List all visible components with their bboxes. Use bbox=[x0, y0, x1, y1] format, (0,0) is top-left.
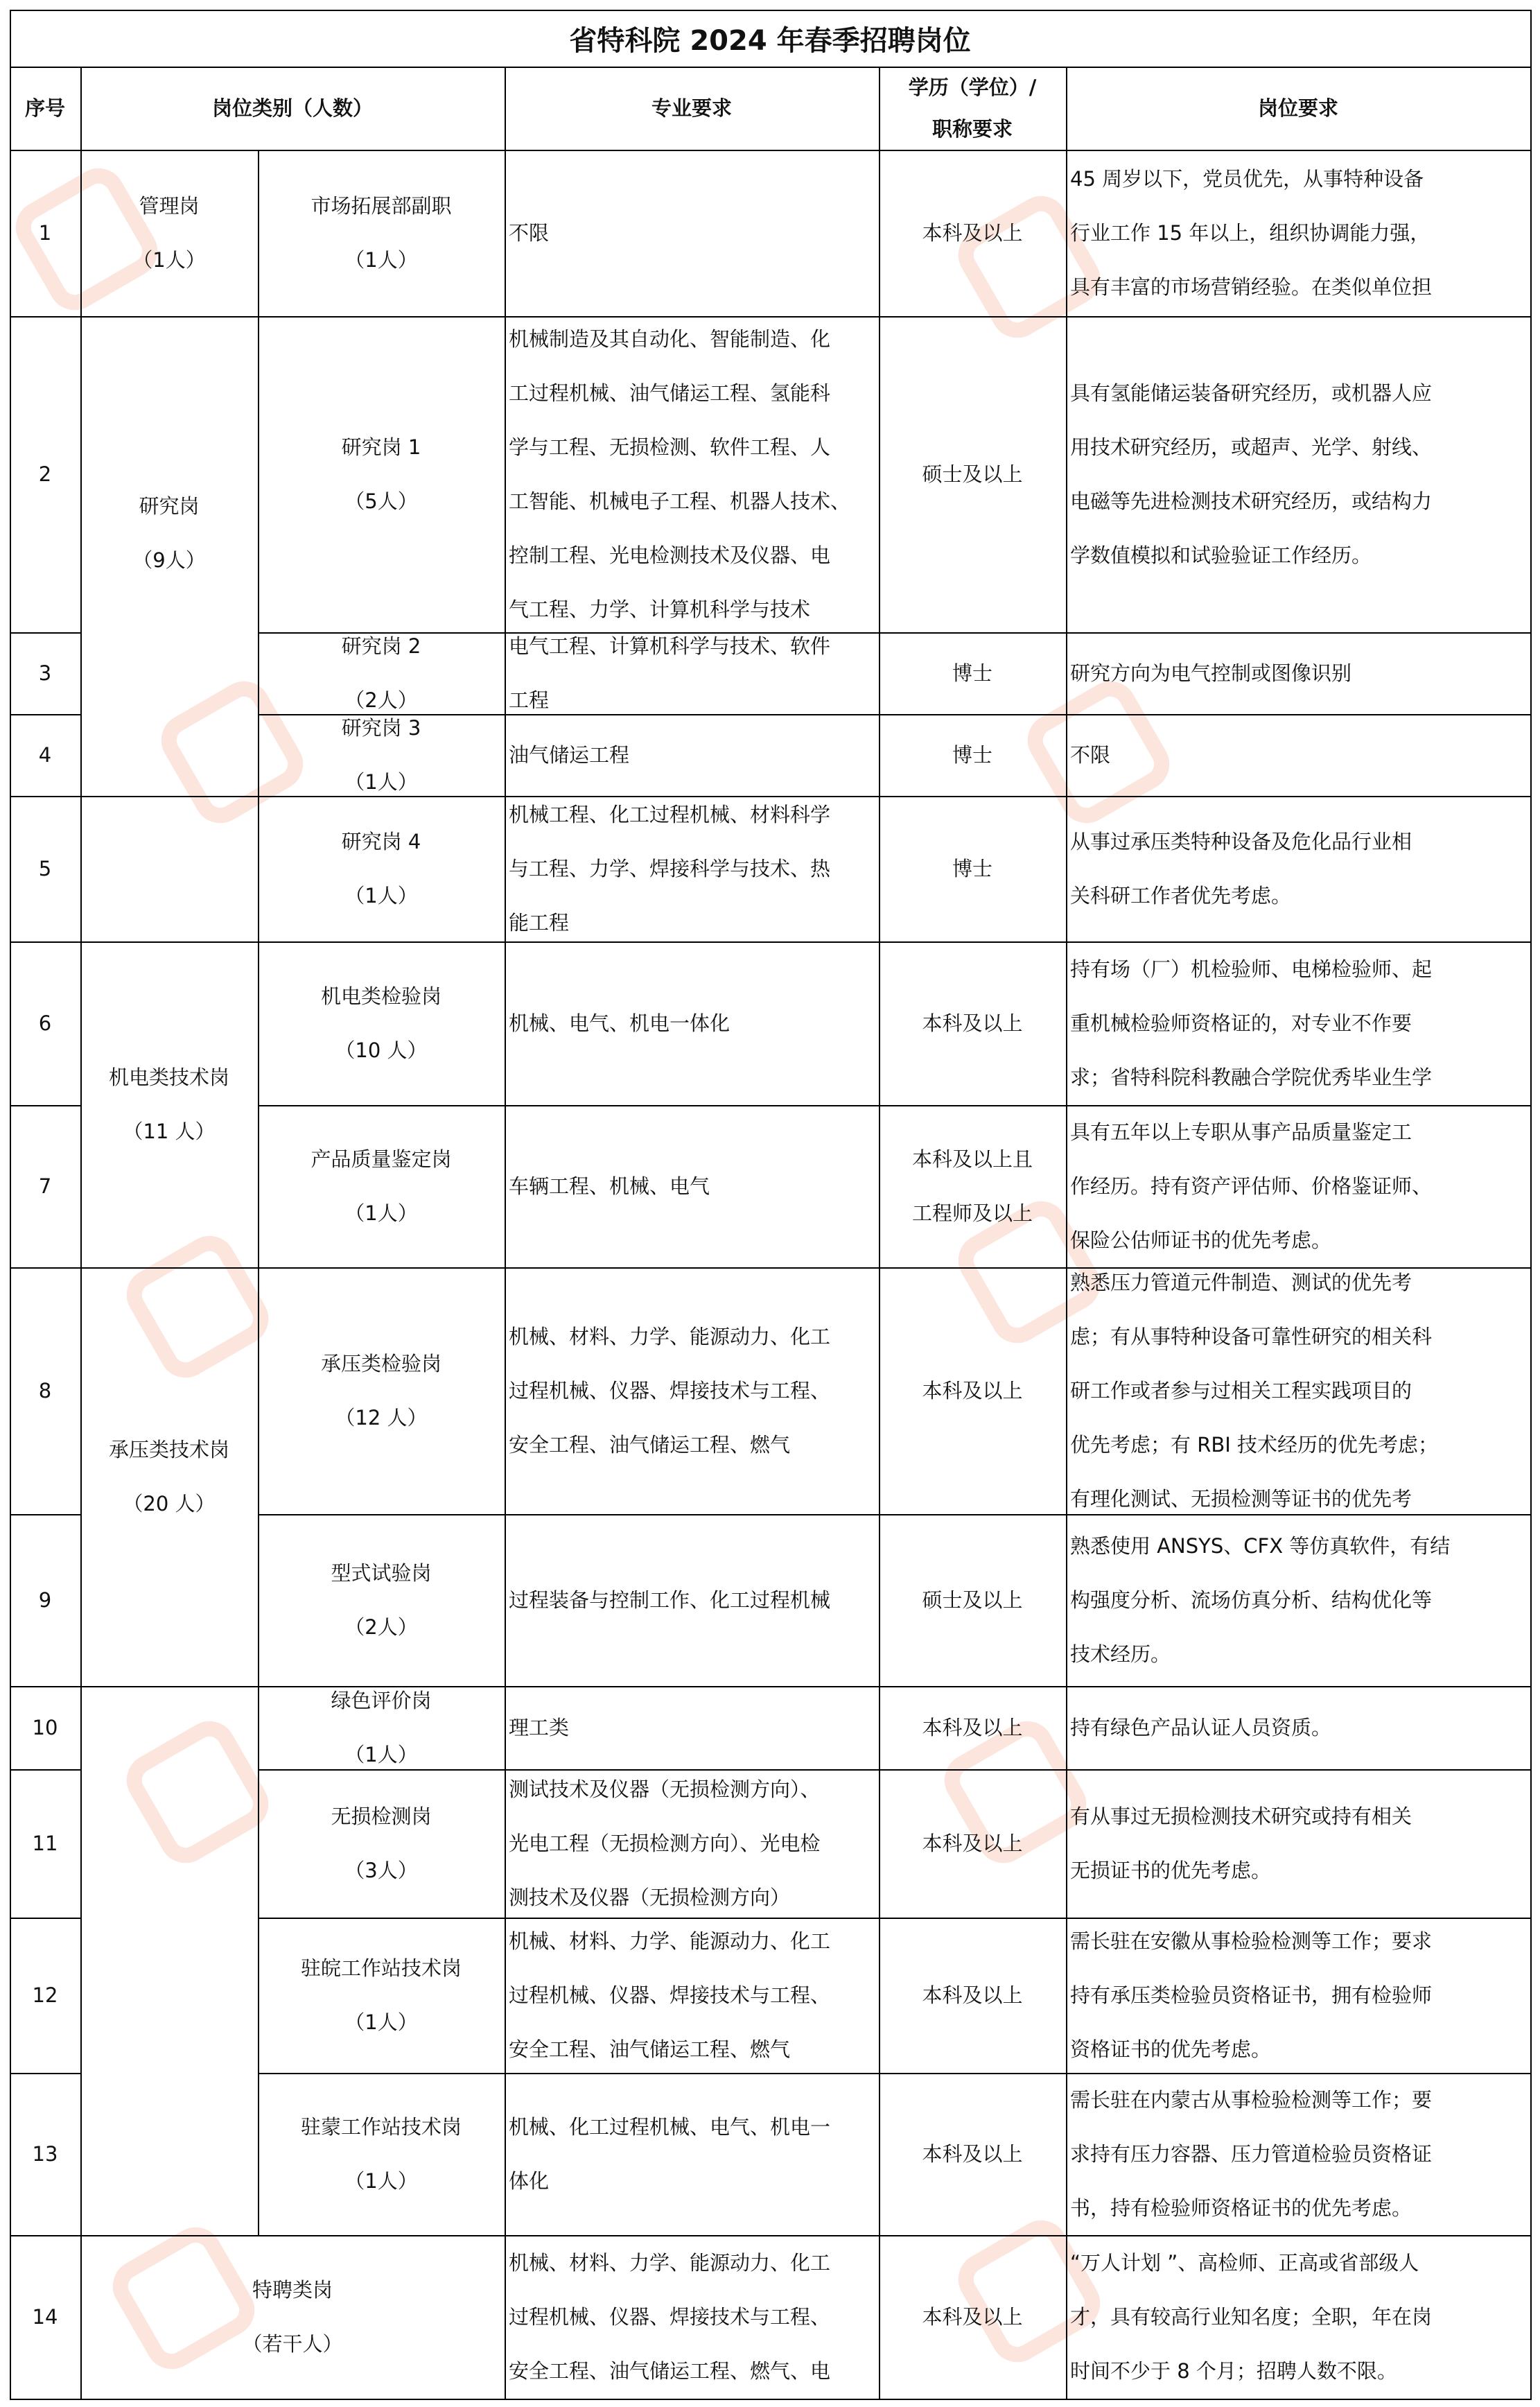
row-post: 绿色评价岗 （1人） bbox=[331, 1689, 432, 1766]
row-req: 熟悉压力管道元件制造、测试的优先考 虑；有从事特种设备可靠性研究的相关科 研工作或者参与过相关工程实践项目的 优先考虑；有 RBI 技术经历的优先考虑； 有理化测试、无损检测等证书的优先考 bbox=[1070, 1271, 1439, 1511]
row-major: 车辆工程、机械、电气 bbox=[509, 1174, 710, 1198]
row-seq: 12 bbox=[32, 1983, 58, 2007]
row-post: 研究岗 4 （1人） bbox=[341, 830, 421, 907]
watermark-logo-icon bbox=[117, 1712, 278, 1872]
row-edu: 硕士及以上 bbox=[922, 462, 1023, 486]
page-title: 省特科院 2024 年春季招聘岗位 bbox=[569, 24, 971, 57]
row-req: 熟悉使用 ANSYS、CFX 等仿真软件，有结 构强度分析、流场仿真分析、结构优化等 技术经历。 bbox=[1070, 1534, 1451, 1666]
row-major: 油气储运工程 bbox=[509, 743, 630, 767]
row-req: 从事过承压类特种设备及危化品行业相 关科研工作者优先考虑。 bbox=[1070, 830, 1412, 907]
row-post: 驻皖工作站技术岗 （1人） bbox=[300, 1956, 462, 2034]
row-post: 研究岗 1 （5人） bbox=[341, 435, 421, 513]
group-cell-management: 管理岗 （1人） bbox=[132, 194, 206, 272]
row-post: 市场拓展部副职 （1人） bbox=[310, 194, 452, 272]
row-seq: 6 bbox=[38, 1011, 52, 1035]
row-seq: 4 bbox=[38, 743, 52, 767]
row-post: 产品质量鉴定岗 （1人） bbox=[310, 1147, 452, 1225]
row-major: 机械、材料、力学、能源动力、化工 过程机械、仪器、焊接技术与工程、 安全工程、油气储运工程、燃气 bbox=[509, 1929, 831, 2061]
row-edu: 本科及以上 bbox=[922, 1716, 1023, 1739]
row-req: 持有绿色产品认证人员资质。 bbox=[1070, 1716, 1332, 1739]
grid-line bbox=[80, 796, 259, 797]
header-edu: 学历（学位）/ 职称要求 bbox=[908, 76, 1037, 141]
row-req: 需长驻在内蒙古从事检验检测等工作；要 求持有压力容器、压力管道检验员资格证 书，持有检验师资格证书的优先考虑。 bbox=[1070, 2088, 1433, 2220]
row-seq: 14 bbox=[32, 2305, 58, 2329]
row-edu: 硕士及以上 bbox=[922, 1588, 1023, 1612]
group-cell-research: 研究岗 （9人） bbox=[132, 494, 206, 572]
row-major: 过程装备与控制工作、化工过程机械 bbox=[509, 1588, 831, 1612]
row-edu: 本科及以上 bbox=[922, 1832, 1023, 1855]
row-seq: 11 bbox=[32, 1832, 58, 1855]
row-major: 电气工程、计算机科学与技术、软件 工程 bbox=[509, 634, 831, 712]
row-req: 研究方向为电气控制或图像识别 bbox=[1070, 661, 1352, 685]
row-req: 具有氢能储运装备研究经历，或机器人应 用技术研究经历，或超声、光学、射线、 电磁等先进检测技术研究经历，或结构力 学数值模拟和试验验证工作经历。 bbox=[1070, 381, 1433, 567]
group-cell-pressure: 承压类技术岗 （20 人） bbox=[108, 1438, 229, 1515]
row-major: 机械、材料、力学、能源动力、化工 过程机械、仪器、焊接技术与工程、 安全工程、油气储运工程、燃气、电 bbox=[509, 2251, 831, 2383]
row-post: 承压类检验岗 （12 人） bbox=[320, 1352, 441, 1430]
row-edu: 博士 bbox=[952, 857, 992, 880]
row-req: “万人计划 ”、高检师、正高或省部级人 才，具有较高行业知名度；全职，年在岗 时间不少于 8 个月；招聘人数不限。 bbox=[1070, 2251, 1433, 2383]
row-seq: 3 bbox=[38, 661, 52, 685]
header-category: 岗位类别（人数） bbox=[211, 96, 373, 120]
row-major: 机械、材料、力学、能源动力、化工 过程机械、仪器、焊接技术与工程、 安全工程、油气储运工程、燃气 bbox=[509, 1325, 831, 1457]
row-post: 研究岗 3 （1人） bbox=[341, 716, 421, 794]
group-cell-special: 特聘类岗 （若干人） bbox=[242, 2278, 343, 2356]
grid-line bbox=[10, 10, 1532, 11]
row-post: 型式试验岗 （2人） bbox=[331, 1561, 432, 1639]
row-post: 无损检测岗 （3人） bbox=[331, 1805, 432, 1882]
row-seq: 13 bbox=[32, 2142, 58, 2166]
grid-line bbox=[10, 2399, 82, 2400]
grid-line bbox=[80, 2399, 259, 2400]
row-edu: 本科及以上且 工程师及以上 bbox=[911, 1147, 1033, 1225]
row-seq: 9 bbox=[38, 1588, 52, 1612]
row-req: 45 周岁以下，党员优先，从事特种设备 行业工作 15 年以上，组织协调能力强， 具有丰富的市场营销经验。在类似单位担 bbox=[1070, 167, 1433, 299]
row-edu: 本科及以上 bbox=[922, 1983, 1023, 2007]
row-edu: 本科及以上 bbox=[922, 221, 1023, 245]
row-req: 有从事过无损检测技术研究或持有相关 无损证书的优先考虑。 bbox=[1070, 1805, 1412, 1882]
row-seq: 8 bbox=[38, 1379, 52, 1402]
row-major: 机械、电气、机电一体化 bbox=[509, 1011, 730, 1035]
row-edu: 本科及以上 bbox=[922, 1379, 1023, 1402]
grid-line bbox=[1530, 10, 1532, 2400]
row-major: 机械、化工过程机械、电气、机电一 体化 bbox=[509, 2115, 831, 2193]
row-seq: 7 bbox=[38, 1174, 52, 1198]
row-seq: 2 bbox=[38, 462, 52, 486]
row-req: 不限 bbox=[1070, 743, 1111, 767]
group-cell-mech: 机电类技术岗 （11 人） bbox=[108, 1066, 229, 1143]
grid-line bbox=[80, 1686, 259, 1687]
row-edu: 本科及以上 bbox=[922, 2142, 1023, 2166]
header-major: 专业要求 bbox=[651, 96, 732, 120]
row-seq: 1 bbox=[38, 221, 52, 245]
row-major: 机械制造及其自动化、智能制造、化 工过程机械、油气储运工程、氢能科 学与工程、无损检测、软件工程、人 工智能、机械电子工程、机器人技术、 控制工程、光电检测技术及仪器、电 气工程、力学、计算机科学与技术 bbox=[509, 327, 851, 621]
row-major: 机械工程、化工过程机械、材料科学 与工程、力学、焊接科学与技术、热 能工程 bbox=[509, 803, 831, 935]
row-req: 需长驻在安徽从事检验检测等工作；要求 持有承压类检验员资格证书，拥有检验师 资格证书的优先考虑。 bbox=[1070, 1929, 1433, 2061]
row-edu: 博士 bbox=[952, 661, 992, 685]
row-seq: 10 bbox=[32, 1716, 58, 1739]
header-req: 岗位要求 bbox=[1257, 96, 1338, 120]
row-post: 机电类检验岗 （10 人） bbox=[320, 984, 441, 1062]
grid-line bbox=[258, 2399, 506, 2400]
row-major: 理工类 bbox=[509, 1716, 570, 1739]
row-edu: 本科及以上 bbox=[922, 1011, 1023, 1035]
row-post: 驻蒙工作站技术岗 （1人） bbox=[300, 2115, 462, 2193]
row-major: 不限 bbox=[509, 221, 550, 245]
grid-line bbox=[505, 2399, 1532, 2400]
row-edu: 本科及以上 bbox=[922, 2305, 1023, 2329]
row-post: 研究岗 2 （2人） bbox=[341, 634, 421, 712]
header-seq: 序号 bbox=[24, 96, 65, 120]
row-req: 具有五年以上专职从事产品质量鉴定工 作经历。持有资产评估师、价格鉴证师、 保险公估师证书的优先考虑。 bbox=[1070, 1120, 1433, 1252]
row-seq: 5 bbox=[38, 857, 52, 880]
row-req: 持有场（厂）机检验师、电梯检验师、起 重机械检验师资格证的，对专业不作要 求；省特科院科教融合学院优秀毕业生学 bbox=[1070, 957, 1433, 1089]
row-edu: 博士 bbox=[952, 743, 992, 767]
row-major: 测试技术及仪器（无损检测方向）、 光电工程（无损检测方向）、光电检 测技术及仪器（无损检测方向） bbox=[509, 1778, 821, 1909]
